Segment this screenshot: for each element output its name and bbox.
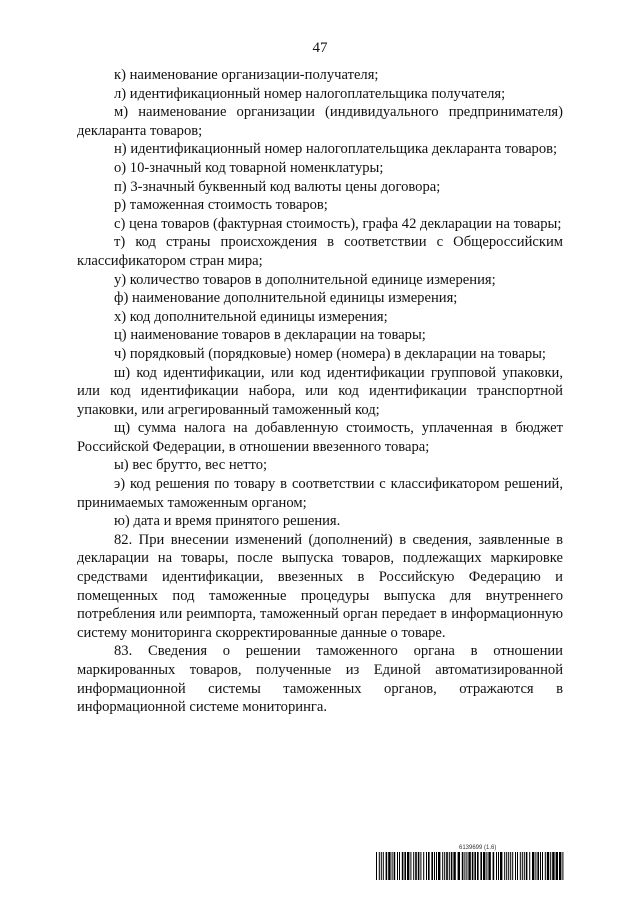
list-item-kh: х) код дополнительной единицы измерения;: [114, 308, 388, 325]
list-item-s: с) цена товаров (фактурная стоимость), графа 42 декларации на товары;: [114, 215, 562, 232]
barcode: [376, 852, 566, 880]
page-number: 47: [312, 40, 328, 56]
list-item-ch: ч) порядковый (порядковые) номер (номера) в декларации на товары;: [114, 345, 546, 362]
paragraph-82: 82. При внесении изменений (дополнений) в сведения, заявленные в декларации на товары, после выпуска товаров, подлежащих маркировке средствами идентификации, ввезенных в Российскую Федерацию и помещенных под таможенные процедуры выпуска для внутреннего потребления или реимпорта, таможенный орган передает в информационную систему мониторинга скорректированные данные о товаре.: [77, 531, 563, 641]
list-item-yu: ю) дата и время принятого решения.: [114, 513, 341, 530]
list-item-o: о) 10-значный код товарной номенклатуры;: [114, 159, 384, 176]
list-item-n: н) идентификационный номер налогоплательщика декларанта товаров;: [114, 141, 558, 158]
list-item-r: р) таможенная стоимость товаров;: [114, 197, 328, 214]
list-item-p: п) 3-значный буквенный код валюты цены договора;: [114, 178, 441, 195]
list-item-y: ы) вес брутто, вес нетто;: [114, 457, 268, 474]
list-item-t: т) код страны происхождения в соответствии с Общероссийским классификатором стран мира;: [77, 234, 563, 269]
list-item-m: м) наименование организации (индивидуального предпринимателя) декларанта товаров;: [77, 104, 563, 139]
document-code: 6139699 (1.6): [459, 845, 497, 851]
list-item-l: л) идентификационный номер налогоплательщика получателя;: [114, 85, 506, 102]
document-body: [77, 66, 563, 717]
list-item-u: у) количество товаров в дополнительной единице измерения;: [114, 271, 496, 288]
list-item-shch: щ) сумма налога на добавленную стоимость, уплаченная в бюджет Российской Федерации, в отношении ввезенного товара;: [77, 420, 563, 455]
list-item-e: э) код решения по товару в соответствии с классификатором решений, принимаемых таможенным органом;: [77, 476, 563, 511]
list-item-k: к) наименование организации-получателя;: [114, 67, 379, 83]
list-item-sh: ш) код идентификации, или код идентификации групповой упаковки, или код идентификации набора, или код идентификации транспортной упаковки, или агрегированный таможенный код;: [77, 364, 563, 418]
list-item-ts: ц) наименование товаров в декларации на товары;: [114, 327, 426, 344]
paragraph-83: 83. Сведения о решении таможенного органа в отношении маркированных товаров, полученные из Единой автоматизированной информационной системы таможенных органов, отражаются в информационной системе мониторинга.: [77, 643, 563, 716]
list-item-f: ф) наименование дополнительной единицы измерения;: [114, 290, 458, 307]
